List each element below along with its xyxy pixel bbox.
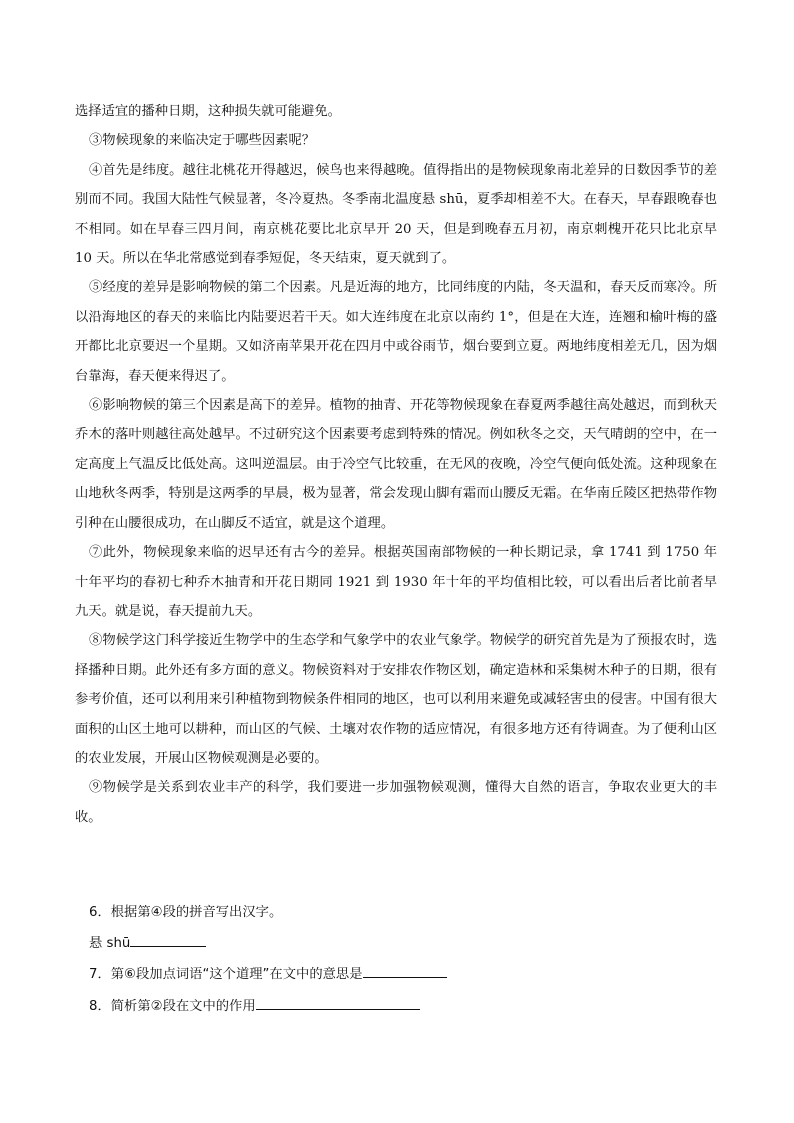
question-6-answer-blank[interactable] [130, 932, 206, 947]
question-6-answer-line [75, 928, 717, 959]
question-8: 8．简析第②段在文中的作用 [89, 998, 256, 1014]
paragraph-4: ④首先是纬度。越往北桃花开得越迟，候鸟也来得越晚。值得指出的是物候现象南北差异的日数因季节的差别而不同。我国大陆性气候显著，冬冷夏热。冬季南北温度悬 shū，夏季却相差不大。在春天，早春跟晚春也不相同。如在早春三四月间，南京桃花要比北京早开 20 天，但是到晚春五月初，南京刺槐开花只比北京早 10 天。所以在华北常感觉到春季短促，冬天结束，夏天就到了。 [75, 162, 717, 267]
question-7-line [75, 959, 717, 990]
paragraph-3: ③物候现象的来临决定于哪些因素呢？ [89, 133, 316, 149]
reading-passage [75, 97, 717, 832]
paragraph-2-tail: 选择适宜的播种日期，这种损失就可能避免。 [75, 104, 341, 119]
question-6-answer-prefix: 悬 shū [89, 936, 131, 952]
paragraph-8: ⑧物候学这门科学接近生物学中的生态学和气象学中的农业气象学。物候学的研究首先是为了预报农时，选择播种日期。此外还有多方面的意义。物候资料对于安排农作物区划，确定造林和采集树木种子的日期，很有参考价值，还可以利用来引种植物到物候条件相同的地区，也可以利用来避免或减轻害虫的侵害。中国有很大面积的山区土地可以耕种，而山区的气候、土壤对农作物的适应情况，有很多地方还有待调查。为了便利山区的农业发展，开展山区物候观测是必要的。 [75, 633, 717, 766]
paragraph-9: ⑨物候学是关系到农业丰产的科学，我们要进一步加强物候观测，懂得大自然的语言，争取农业更大的丰收。 [75, 780, 717, 825]
question-7: 7．第⑥段加点词语“这个道理”在文中的意思是 [89, 967, 363, 983]
question-8-answer-blank[interactable] [256, 995, 420, 1010]
question-7-answer-blank[interactable] [363, 963, 447, 978]
question-list [75, 897, 717, 1022]
paragraph-6: ⑥影响物候的第三个因素是高下的差异。植物的抽青、开花等物候现象在春夏两季越往高处越迟，而到秋天乔木的落叶则越往高处越早。不过研究这个因素要考虑到特殊的情况。例如秋冬之交，天气晴朗的空中，在一定高度上气温反比低处高。这叫逆温层。由于冷空气比较重，在无风的夜晚，冷空气便向低处流。这种现象在山地秋冬两季，特别是这两季的早晨，极为显著，常会发现山脚有霜而山腰反无霜。在华南丘陵区把热带作物引种在山腰很成功，在山脚反不适宜，就是这个道理。 [75, 398, 717, 531]
question-6: 6．根据第④段的拼音写出汉字。 [89, 905, 283, 920]
paragraph-7: ⑦此外，物候现象来临的迟早还有古今的差异。根据英国南部物候的一种长期记录，拿 1741 到 1750 年十年平均的春初七种乔木抽青和开花日期同 1921 到 1930 年十年的平均值相比较，可以看出后者比前者早九天。就是说，春天提前九天。 [75, 545, 717, 619]
paragraph-5: ⑤经度的差异是影响物候的第二个因素。凡是近海的地方，比同纬度的内陆，冬天温和，春天反而寒冷。所以沿海地区的春天的来临比内陆要迟若干天。如大连纬度在北京以南约 1°，但是在大连，连翘和榆叶梅的盛开都比北京要迟一个星期。又如济南苹果开花在四月中或谷雨节，烟台要到立夏。两地纬度相差无几，因为烟台靠海，春天便来得迟了。 [75, 280, 717, 384]
question-8-line [75, 991, 717, 1022]
